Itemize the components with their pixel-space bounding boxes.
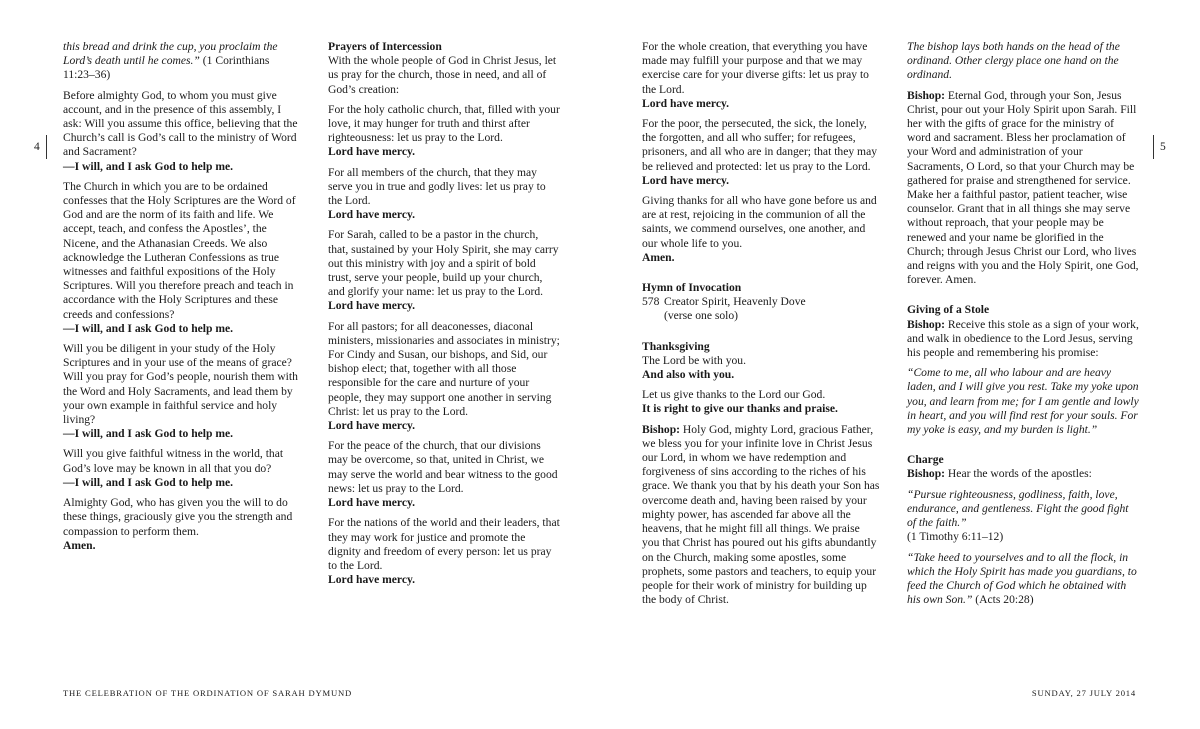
petition-4 [328,320,560,434]
response: Amen. [63,538,96,552]
footer-title: THE CELEBRATION OF THE ORDINATION OF SARAH DYMUND [63,688,352,698]
intro-text: With the whole people of God in Christ Jesus, let us pray for the church, those in need, and all of God’s creation: [328,54,557,96]
section-heading: Thanksgiving [642,339,710,353]
petition-8 [642,117,880,188]
page-number-right: 5 [1160,141,1166,153]
leader-line: The Lord be with you. [642,353,746,367]
charge-text: Hear the words of the apostles: [945,467,1092,481]
stole-quote: “Come to me, all who labour and are heavy laden, and I will give you rest. Take my yoke upon you, and learn from me; for I am gentle and lowly in heart, and you will find rest for your souls. For my yoke is easy, and my burden is light.” [907,366,1139,437]
section-heading: Prayers of Intercession [328,40,442,53]
petition-7 [642,40,880,111]
column-2 [328,40,560,593]
column-3 [642,40,880,613]
hymn-section [642,281,880,324]
quote-reference: (Acts 20:28) [972,593,1034,607]
response: Lord have mercy. [328,299,416,313]
response: And also with you. [642,368,735,382]
petition-text: For all pastors; for all deaconesses, diaconal ministers, missionaries and associates in ministry; For Cindy and Susan, our bishops, and Sid, our bishop elect; that, together with all those responsible for the care and nurture of your people, they may support one another in serving Christ: let us pray to the Lord. [328,319,560,418]
vow-3 [63,342,298,441]
response: It is right to give our thanks and praise. [642,402,838,416]
petition-text: For the peace of the church, that our divisions may be overcome, so that, united in Christ, we may serve the world and bear witness to the good news: let us pray to the Lord. [328,439,558,495]
charge-quote-2 [907,551,1139,608]
quote-text: “Take heed to yourselves and to all the flock, in which the Holy Spirit has made you guardians, to feed the Church of God which he obtained with his own Son.” [907,550,1137,607]
quote-text: “Pursue righteousness, godliness, faith, love, endurance, and gentleness. Fight the good fight of the faith.” [907,487,1129,530]
speaker-label: Bishop: [907,88,946,102]
response: Lord have mercy. [328,145,416,159]
section-heading: Charge [907,453,944,467]
margin-rule-right [1153,135,1154,159]
leader-line: Let us give thanks to the Lord our God. [642,388,826,402]
margin-rule-left [46,135,47,159]
vow-2 [63,180,298,336]
response: Lord have mercy. [328,496,416,510]
bishop-prayer [642,423,880,608]
quote-reference: (1 Timothy 6:11–12) [907,530,1004,544]
response: Lord have mercy. [328,573,416,587]
footer-date: SUNDAY, 27 JULY 2014 [1031,688,1136,698]
vow-text: Will you be diligent in your study of the Holy Scriptures and in your use of the means of grace? Will you pray for God’s people, nourish them with the Word and Holy Sacraments, and lead them by your own example in faithful service and holy living? [63,342,298,427]
response: —I will, and I ask God to help me. [63,159,234,173]
hymn-entry [642,295,880,323]
petition-2 [328,166,560,223]
prayers-intro [328,40,560,97]
thanksgiving-dialogue-2 [642,388,880,416]
petition-text: For Sarah, called to be a pastor in the church, that, sustained by your Holy Spirit, she may carry out this ministry with joy and a spirit of bold trust, serve your people, build up your church, and glorify your name: let us pray to the Lord. [328,228,559,299]
column-1 [63,40,298,559]
hymn-number: 578 [642,295,660,309]
charge-quote-1 [907,488,1139,545]
speaker-label: Bishop: [907,467,946,481]
petition-text: For the poor, the persecuted, the sick, the lonely, the forgotten, and all who suffer; for refugees, prisoners, and all who are in danger; that they may be relieved and protected: let us pray to the Lord. [642,117,878,173]
rubric: The bishop lays both hands on the head of the ordinand. Other clergy place one hand on the ordinand. [907,40,1120,82]
response: Lord have mercy. [328,419,416,433]
page-number-left: 4 [34,141,40,153]
petition-text: For the holy catholic church, that, filled with your love, it may hunger for truth and thirst after righteousness: let us pray to the Lord. [328,102,560,145]
speaker-label: Bishop: [907,317,946,331]
vow-1 [63,89,298,174]
petition-3 [328,228,560,313]
section-heading: Hymn of Invocation [642,281,742,295]
response: —I will, and I ask God to help me. [63,427,234,441]
vow-4 [63,447,298,490]
prayer-text: Holy God, mighty Lord, gracious Father, we bless you for your infinite love in Christ Jesus our Lord, in whom we have redemption and forgiveness of sins according to the riches of his grace. We thank you that by his death your Son has overcome death and, having been raised by your mighty power, has ascended far above all the heavens, that he might fill all things. We praise you that Christ has poured out his gifts abundantly on the Church, making some apostles, some prophets, some pastors and teachers, to equip your people for their work of ministry for building up the body of Christ. [642,422,880,607]
quote-text: this bread and drink the cup, you proclaim the Lord’s death until he comes.” [63,40,278,68]
petition-1 [328,103,560,160]
hymn-title: Creator Spirit, Heavenly Dove [664,295,806,309]
speaker-label: Bishop: [642,422,681,436]
prayer-text: Eternal God, through your Son, Jesus Christ, pour out your Holy Spirit upon Sarah. Fill her with the gifts of grace for the ministry of word and sacrament. Bless her proclamation of your Word and administration of your Sacraments, O Lord, so that your Church may be gathered for praise and strengthened for service. Make her a faithful pastor, patient teacher, wise counselor. Grant that in all things she may serve without reproach, that your people may be renewed and your name be glorified in the Church; through Jesus Christ our Lord, who lives and reigns with you and the Holy Spirit, one God, forever. Amen. [907,88,1139,287]
hymn-note: (verse one solo) [664,309,739,323]
stole-text: Receive this stole as a sign of your work, and walk in obedience to the Lord Jesus, serving his people and remembering his promise: [907,317,1139,360]
petition-5 [328,439,560,510]
response: —I will, and I ask God to help me. [63,321,234,335]
column-4 [907,40,1139,613]
charge-section [907,453,1139,481]
petition-text: For the whole creation, that everything you have made may fulfill your purpose and that we may exercise care for your diverse gifts: let us pray to the Lord. [642,40,869,96]
vow-text: Will you give faithful witness in the world, that God’s love may be known in all that you do? [63,447,284,475]
vow-text: Before almighty God, to whom you must give account, and in the presence of this assembly, I ask: Will you assume this office, believing that the Church’s call is God’s call to the ministry of Word and Sacrament? [63,88,298,159]
response: Lord have mercy. [642,173,730,187]
blessing [63,496,298,553]
vow-text: The Church in which you are to be ordained confesses that the Holy Scriptures are the Word of God and are the norm of its faith and life. We accept, teach, and confess the Apostles’, the Nicene, and the Athanasian Creeds. We also acknowledge the Lutheran Confessions as true witnesses and faithful expositions of the Holy Scriptures. Will you therefore preach and teach in accordance with the Holy Scriptures and these creeds and confessions? [63,179,296,321]
quote-reference: (1 Corinthians 11:23–36) [63,54,270,82]
petition-6 [328,516,560,587]
response: Lord have mercy. [642,96,730,110]
scripture-quote [63,40,298,83]
petition-text: For the nations of the world and their leaders, that they may work for justice and promote the dignity and freedom of every person: let us pray to the Lord. [328,516,560,572]
commendation-text: Giving thanks for all who have gone before us and are at rest, rejoicing in the communion of all the saints, we commend ourselves, one another, and our whole life to you. [642,194,877,250]
blessing-text: Almighty God, who has given you the will to do these things, graciously give you the strength and compassion to perform them. [63,496,293,538]
thanksgiving-dialogue-1 [642,340,880,383]
ordination-prayer [907,89,1139,288]
commendation [642,194,880,265]
petition-text: For all members of the church, that they may serve you in true and godly lives: let us pray to the Lord. [328,165,546,208]
section-heading: Giving of a Stole [907,303,990,317]
stole-section [907,303,1139,360]
response: Lord have mercy. [328,208,416,222]
response: —I will, and I ask God to help me. [63,475,234,489]
response: Amen. [642,250,675,264]
